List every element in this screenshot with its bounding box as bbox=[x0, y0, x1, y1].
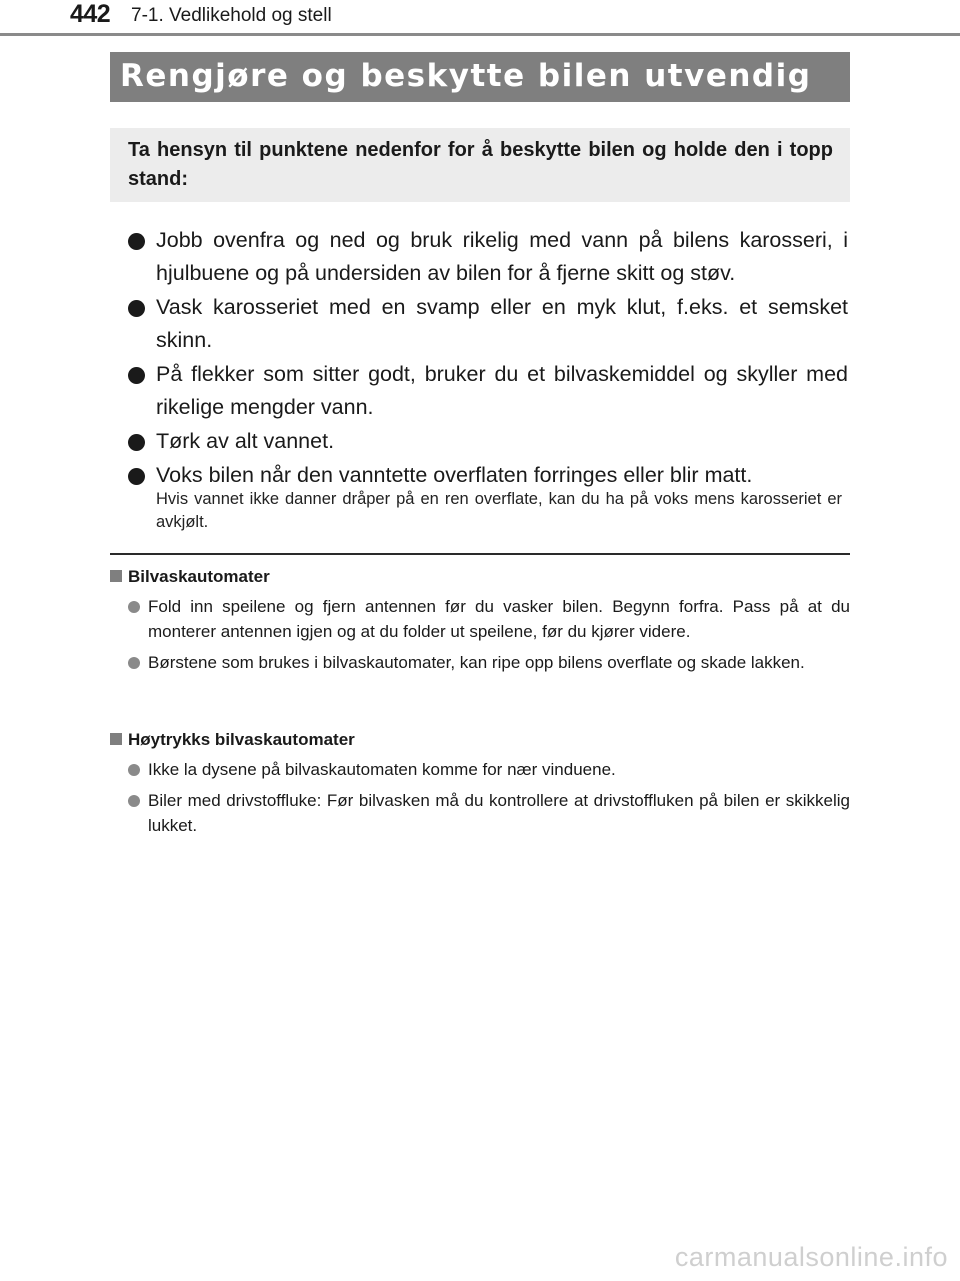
list-item bbox=[128, 788, 850, 838]
intro-box bbox=[110, 128, 850, 202]
square-bullet-icon bbox=[110, 733, 122, 745]
list-item bbox=[128, 594, 850, 644]
bullet-icon bbox=[128, 795, 140, 807]
list-item-text: Vask karosseriet med en svamp eller en myk klut, f.eks. et semsket skinn. bbox=[156, 295, 848, 352]
subsection-heading-high-pressure bbox=[110, 729, 355, 751]
bullet-icon bbox=[128, 233, 145, 250]
bullet-icon bbox=[128, 468, 145, 485]
high-pressure-list bbox=[128, 757, 850, 844]
list-item bbox=[128, 757, 850, 782]
list-item bbox=[128, 358, 848, 424]
page-title: Rengjøre og beskytte bilen utvendig bbox=[120, 58, 812, 94]
subsection-heading-text: Bilvaskautomater bbox=[128, 567, 270, 586]
section-divider bbox=[110, 553, 850, 555]
list-item-text: Fold inn speilene og fjern antennen før du vasker bilen. Begynn forfra. Pass på at du monterer antennen igjen og at du folder ut speilene, før du kjører videre. bbox=[148, 597, 850, 641]
list-item-text: Tørk av alt vannet. bbox=[156, 429, 335, 453]
title-banner bbox=[110, 52, 850, 102]
bullet-icon bbox=[128, 434, 145, 451]
page-number: 442 bbox=[70, 0, 111, 28]
list-item-text: Ikke la dysene på bilvaskautomaten komme for nær vinduene. bbox=[148, 760, 616, 779]
list-item-text: Jobb ovenfra og ned og bruk rikelig med vann på bilens karosseri, i hjulbuene og på undersiden av bilen for å fjerne skitt og støv. bbox=[156, 228, 848, 285]
wax-note: Hvis vannet ikke danner dråper på en ren overflate, kan du ha på voks mens karosseriet er avkjølt. bbox=[156, 490, 842, 531]
header-rule bbox=[0, 33, 960, 36]
list-item bbox=[128, 650, 850, 675]
list-item-text: Voks bilen når den vanntette overflaten forringes eller blir matt. bbox=[156, 463, 753, 487]
watermark: carmanualsonline.info bbox=[674, 1242, 948, 1272]
bullet-icon bbox=[128, 601, 140, 613]
bullet-icon bbox=[128, 300, 145, 317]
list-item-text: På flekker som sitter godt, bruker du et bilvaskemiddel og skyller med rikelige mengder vann. bbox=[156, 362, 848, 419]
square-bullet-icon bbox=[110, 570, 122, 582]
bullet-icon bbox=[128, 764, 140, 776]
subsection-heading-text: Høytrykks bilvaskautomater bbox=[128, 730, 355, 749]
bullet-icon bbox=[128, 657, 140, 669]
car-wash-list bbox=[128, 594, 850, 681]
bullet-icon bbox=[128, 367, 145, 384]
list-item bbox=[128, 425, 848, 458]
list-item bbox=[128, 291, 848, 357]
list-item bbox=[128, 224, 848, 290]
intro-text: Ta hensyn til punktene nedenfor for å beskytte bilen og holde den i topp stand: bbox=[128, 139, 833, 190]
subsection-heading-car-wash bbox=[110, 566, 270, 588]
main-instruction-list bbox=[128, 224, 848, 493]
section-title: 7-1. Vedlikehold og stell bbox=[131, 5, 332, 26]
list-item-text: Børstene som brukes i bilvaskautomater, kan ripe opp bilens overflate og skade lakken. bbox=[148, 653, 805, 672]
list-item-text: Biler med drivstoffluke: Før bilvasken må du kontrollere at drivstoffluken på bilen er skikkelig lukket. bbox=[148, 791, 850, 835]
